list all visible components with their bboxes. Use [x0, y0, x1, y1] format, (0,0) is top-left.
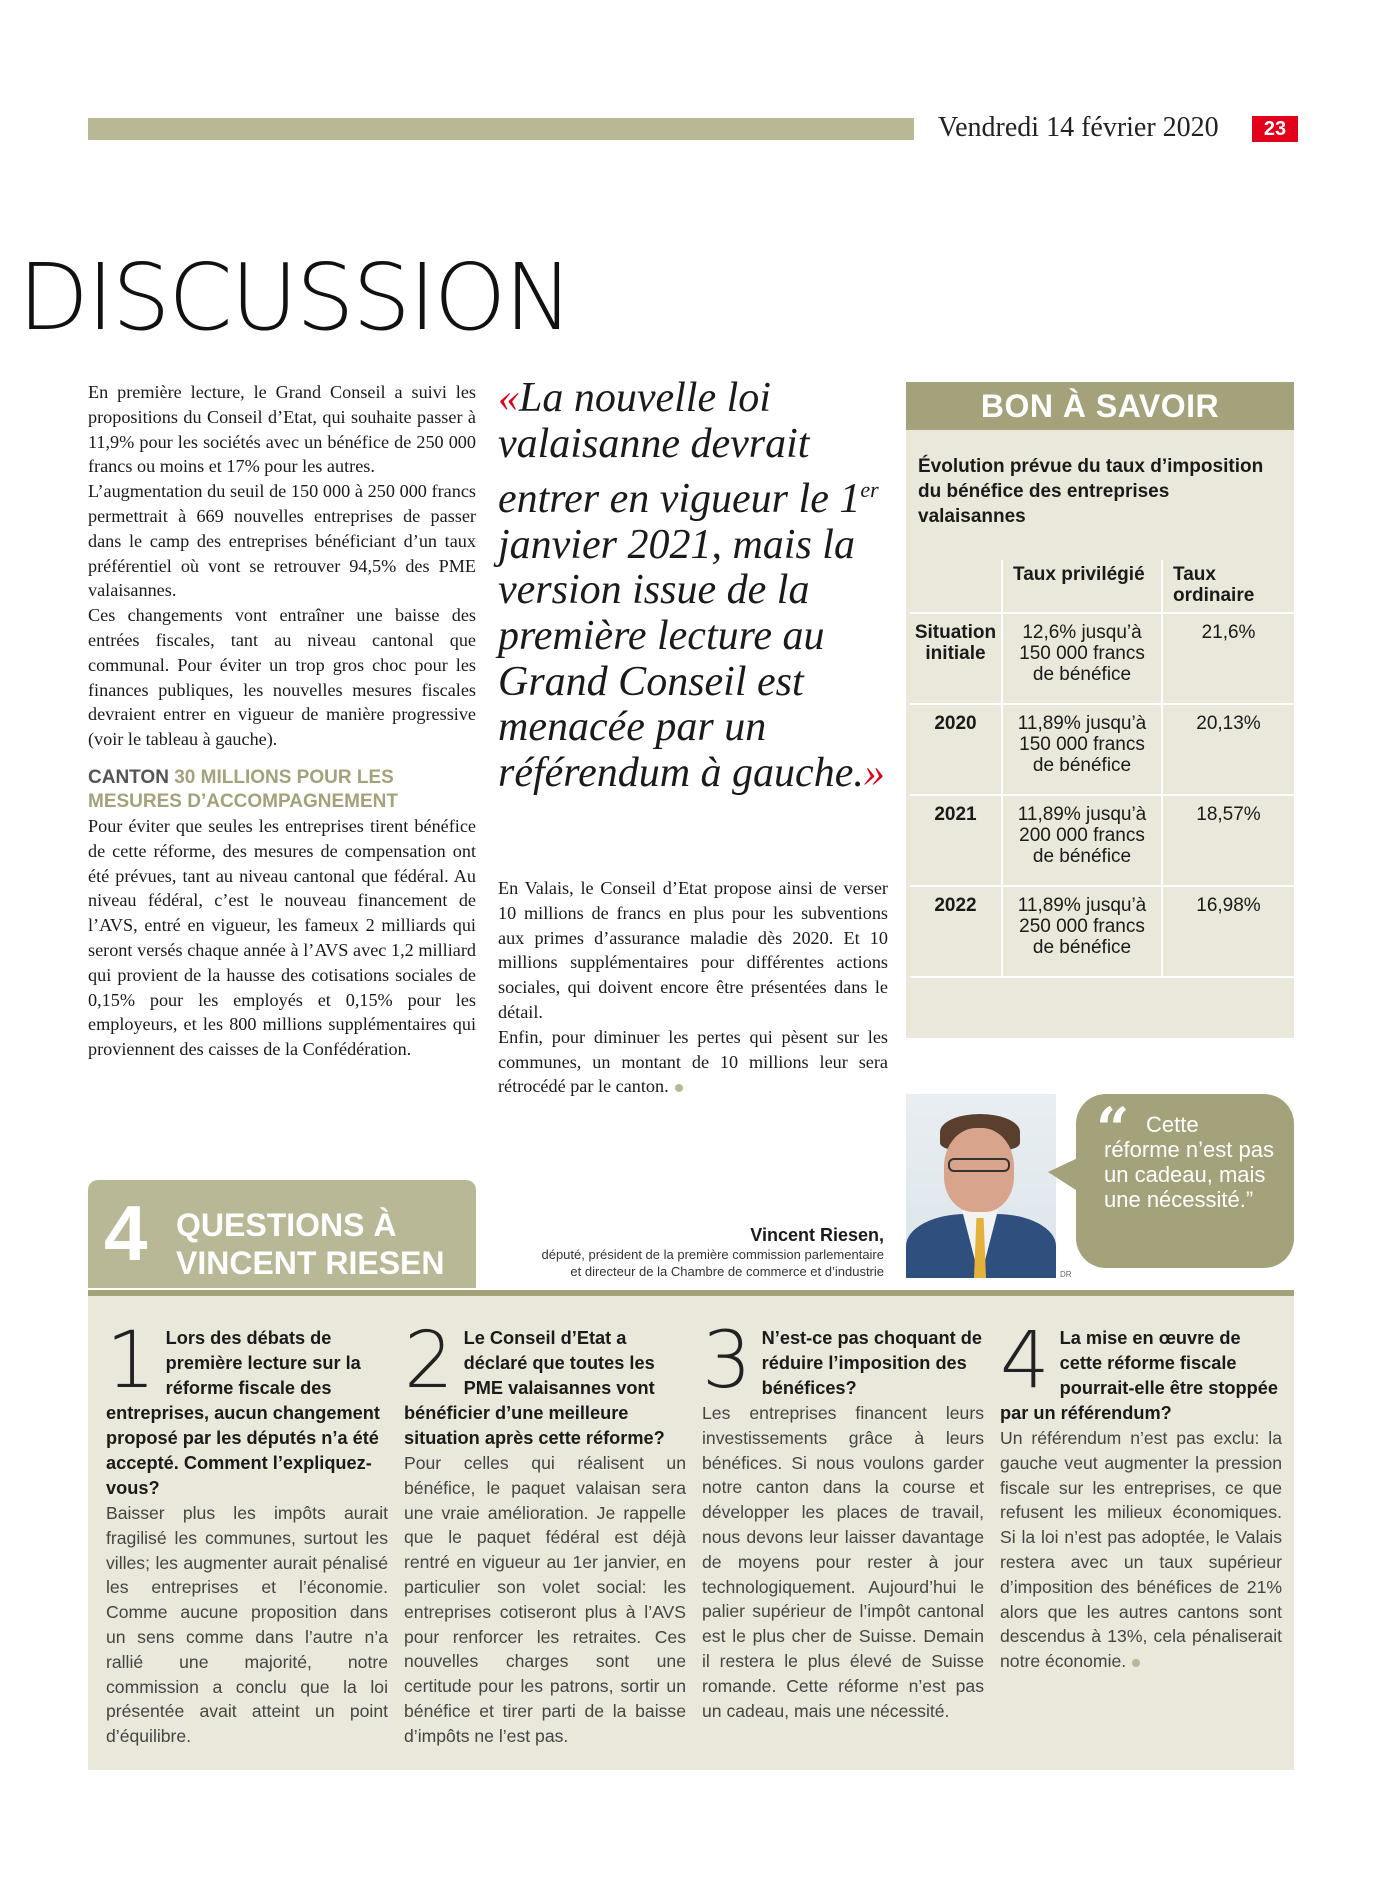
row-label: 2021 — [910, 795, 1002, 886]
subheading-title: 30 MILLIONS POUR LES MESURES D’ACCOMPAGNEMENT — [88, 766, 398, 812]
paragraph — [498, 1025, 888, 1099]
qa-item — [702, 1316, 984, 1723]
page-number: 23 — [1252, 116, 1298, 142]
answer-text: Les entreprises financent leurs investissements grâce à leurs bénéfices. Si nous voulons garder notre canton dans la course et développer les places de travail, nous devons leur laisser davantage de moyens pour rester à jour technologiquement. Aujourd’hui le palier supérieur de l’impôt cantonal est le plus cher de Suisse. Demain il restera le plus élevé de Suisse romande. Cette réforme n’est pas un cadeau, mais une nécessité. — [702, 1403, 984, 1721]
pull-quote — [498, 376, 898, 796]
info-box-title: Évolution prévue du taux d’imposition du bénéfice des entreprises valaisannes — [918, 456, 1264, 527]
portrait-photo — [906, 1094, 1056, 1278]
privileged-rate: 11,89% jusqu’à 150 000 francs de bénéfice — [1002, 704, 1162, 795]
answer-text — [1000, 1426, 1282, 1674]
question-number: 1 — [106, 1316, 156, 1406]
question-text: N’est-ce pas choquant de réduire l’imposition des bénéfices? — [761, 1328, 982, 1398]
answer-body: Un référendum n’est pas exclu: la gauche veut augmenter la pression fiscale sur les entreprises, ce que refusent les milieux économiques. Si la loi n’est pas adoptée, le Valais restera avec un taux supérieur d’imposition des bénéfices de 21% alors que les autres cantons sont descendus à 13%, cela pénaliserait notre économie. — [1000, 1428, 1282, 1672]
question-number: 4 — [1000, 1316, 1050, 1406]
quote-close-mark: » — [863, 749, 885, 796]
privileged-rate: 12,6% jusqu’à 150 000 francs de bénéfice — [1002, 613, 1162, 704]
column-header: Taux ordinaire — [1162, 560, 1294, 613]
paragraph: Ces changements vont entraîner une baisse des entrées fiscales, tant au niveau cantonal que communal. Pour éviter un trop gros choc pour les finances publiques, les nouvelles mesures fiscales devraient entrer en vigueur de manière progressive (voir le tableau à gauche). — [88, 605, 476, 750]
paragraph: En première lecture, le Grand Conseil a suivi les propositions du Conseil d’Etat, qui souhaite passer à 11,9% pour les sociétés avec un bénéfice de 250 000 francs ou moins et 17% pour les autres. — [88, 382, 476, 477]
row-label: 2020 — [910, 704, 1002, 795]
paragraph: En Valais, le Conseil d’Etat propose ainsi de verser 10 millions de francs en plus pour les subventions aux primes d’assurance maladie dès 2020. Et 10 millions supplémentaires pour différentes actions sociales, qui doivent encore être présentées dans le détail. — [498, 878, 888, 1022]
photo-credit: DR — [1060, 1270, 1072, 1279]
section-title: DISCUSSION — [18, 244, 572, 351]
interview-label-line: QUESTIONS À — [176, 1207, 397, 1243]
question-number: 2 — [404, 1316, 454, 1406]
quote-mark-icon: “ — [1096, 1095, 1130, 1163]
table-row — [910, 795, 1294, 886]
table-row — [910, 704, 1294, 795]
qa-item — [404, 1316, 686, 1749]
quote-text-a: La nouvelle loi valaisanne devrait entrer en vigueur le 1 — [498, 375, 861, 523]
paragraph-text: Enfin, pour diminuer les pertes qui pèsent sur les communes, un montant de 10 millions leur sera rétrocédé par le canton. — [498, 1026, 888, 1097]
quote-open-mark: « — [498, 375, 519, 421]
row-label: Situation initiale — [910, 613, 1002, 704]
qa-item — [1000, 1316, 1282, 1674]
column-header: Taux privilégié — [1002, 560, 1162, 613]
author-credit — [476, 1224, 884, 1280]
qa-item — [106, 1316, 388, 1749]
interview-count: 4 — [104, 1189, 148, 1277]
tax-rate-table — [910, 560, 1294, 978]
quote-superscript: er — [860, 477, 879, 503]
table-row — [910, 613, 1294, 704]
author-description: député, président de la première commission parlementaire — [541, 1247, 884, 1262]
issue-date: Vendredi 14 février 2020 — [938, 112, 1219, 143]
answer-text: Baisser plus les impôts aurait fragilisé les communes, surtout les villes; les augmenter aurait pénalisé les entreprises et l’économie. Comme aucune proposition dans un sens comme dans l’autre n’a rallié une majorité, notre commission a conclu que la loi présentée avait atteint un point d’équilibre. — [106, 1503, 388, 1747]
column-header — [910, 560, 1002, 613]
question-text: Lors des débats de première lecture sur la réforme fiscale des entreprises, aucun changement proposé par les députés n’a été accepté. Comment l’expliquez-vous? — [106, 1328, 380, 1498]
question-text: La mise en œuvre de cette réforme fiscale pourrait-elle être stoppée par un référendum? — [1000, 1328, 1278, 1423]
paragraph: L’augmentation du seuil de 150 000 à 250 000 francs permettrait à 669 nouvelles entreprises de passer dans le camp des entreprises bénéficiant d’un taux préférentiel où vont se retrouver 94,5% des PME valaisannes. — [88, 481, 476, 601]
portrait-glasses — [948, 1158, 1010, 1172]
paragraph: Pour éviter que seules les entreprises tirent bénéfice de cette réforme, des mesures de compensation ont été prévues, tant au niveau cantonal que fédéral. Au niveau fédéral, c’est le nouveau financement de l’AVS, entré en vigueur, les fameux 2 milliards qui seront versés chaque année à l’AVS avec 1,2 milliard qui provient de la hausse des cotisations sociales de 0,15% pour les employés et 0,15% pour les employeurs, et les 800 millions supplémentaires qui proviennent des caisses de la Confédération. — [88, 815, 476, 1060]
subheading-kicker: CANTON — [88, 766, 169, 788]
answer-text: Pour celles qui réalisent un bénéfice, le paquet valaisan sera une vraie amélioration. Je rappelle que le paquet fédéral est déjà rentré en vigueur au 1er janvier, en particulier son volet social: les entreprises cotiseront plus à l’AVS pour renforcer les retraites. Ces nouvelles charges sont une certitude pour les patrons, sortir un bénéfice et tirer parti de la baisse d’impôts ne l’est pas. — [404, 1453, 686, 1746]
ordinary-rate: 21,6% — [1162, 613, 1294, 704]
privileged-rate: 11,89% jusqu’à 250 000 francs de bénéfice — [1002, 886, 1162, 977]
privileged-rate: 11,89% jusqu’à 200 000 francs de bénéfice — [1002, 795, 1162, 886]
middle-column — [498, 876, 888, 1099]
quote-text-b: janvier 2021, mais la version issue de la première lecture au Grand Conseil est menacée par un référendum à gauche. — [498, 521, 864, 796]
end-mark-icon — [675, 1084, 683, 1092]
table-row — [910, 886, 1294, 977]
ordinary-rate: 16,98% — [1162, 886, 1294, 977]
interview-label — [176, 1206, 444, 1282]
author-name: Vincent Riesen, — [750, 1225, 884, 1245]
end-mark-icon — [1132, 1659, 1140, 1667]
bubble-quote: Cette réforme n’est pas un cadeau, mais une nécessité.” — [1104, 1112, 1274, 1212]
left-column — [88, 380, 476, 1062]
info-box-heading: BON À SAVOIR — [906, 382, 1294, 430]
question-number: 3 — [702, 1316, 752, 1406]
row-label: 2022 — [910, 886, 1002, 977]
table-header-row — [910, 560, 1294, 613]
header-rule — [88, 118, 914, 140]
question-text: Le Conseil d’Etat a déclaré que toutes les PME valaisannes vont bénéficier d’une meilleure situation après cette réforme? — [404, 1328, 665, 1448]
ordinary-rate: 20,13% — [1162, 704, 1294, 795]
interview-label-line: VINCENT RIESEN — [176, 1245, 445, 1281]
subheading — [88, 766, 476, 814]
ordinary-rate: 18,57% — [1162, 795, 1294, 886]
author-description: et directeur de la Chambre de commerce et d’industrie — [570, 1264, 884, 1279]
